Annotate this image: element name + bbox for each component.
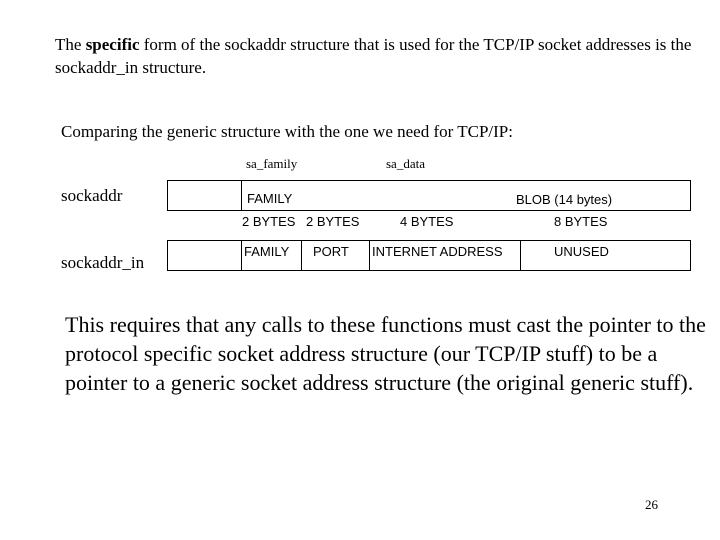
divider-address (369, 240, 370, 271)
intro-prefix: The (55, 35, 86, 54)
divider-family (241, 240, 242, 271)
page-number: 26 (645, 497, 658, 512)
comparing-text: Comparing the generic structure with the one we need for TCP/IP: (61, 122, 513, 141)
intro-bold-word: specific (85, 35, 140, 54)
sockaddr-label: sockaddr (61, 186, 123, 205)
divider-unused (520, 240, 521, 271)
size-label-family: 2 BYTES (242, 214, 296, 229)
size-label-port: 2 BYTES (306, 214, 360, 229)
sockaddr-blob-field: BLOB (14 bytes) (516, 192, 613, 207)
size-label-address: 4 BYTES (400, 214, 454, 229)
sockaddr-in-address-field: INTERNET ADDRESS (372, 244, 503, 259)
size-label-unused: 8 BYTES (554, 214, 608, 229)
sockaddr-in-unused-field: UNUSED (554, 244, 609, 259)
sockaddr-in-family-field: FAMILY (244, 244, 290, 259)
sockaddr-box (167, 180, 691, 211)
explanation-paragraph: This requires that any calls to these functions must cast the pointer to the protocol specific socket address structure (our TCP/IP stuff) to be a pointer to a generic socket address structure (the original generic stuff). (65, 312, 706, 395)
intro-text (55, 33, 705, 79)
sockaddr-in-port-field: PORT (313, 244, 349, 259)
divider-port (301, 240, 302, 271)
sockaddr-divider (241, 180, 242, 211)
sa-data-header: sa_data (386, 156, 425, 171)
sockaddr-family-field: FAMILY (247, 191, 293, 206)
sa-family-header: sa_family (246, 156, 298, 171)
intro-rest: form of the sockaddr structure that is used for the TCP/IP socket addresses is the sockaddr_in structure. (55, 35, 692, 77)
sockaddr-in-label: sockaddr_in (61, 253, 145, 272)
